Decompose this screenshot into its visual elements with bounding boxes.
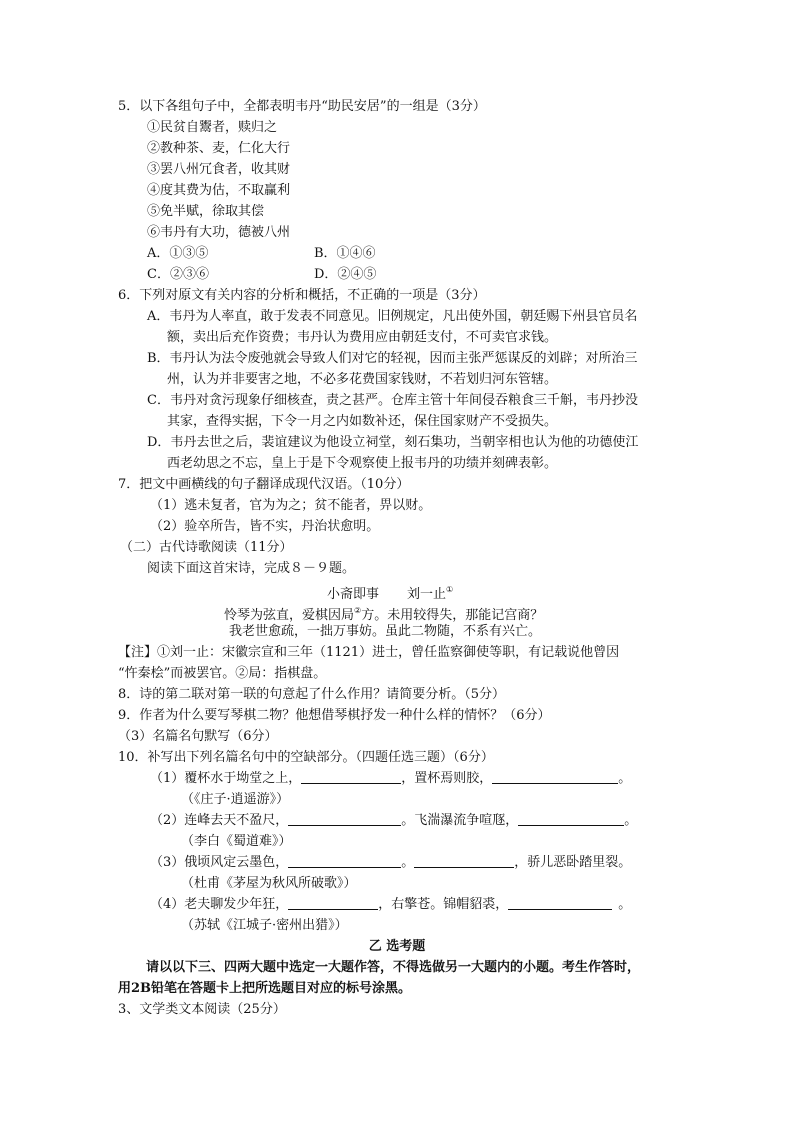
q9-stem: 9．作者为什么要写琴棋二物？他想借琴棋抒发一种什么样的情怀？（6分）	[118, 708, 551, 723]
q6-option-c: C．韦丹对贪污现象仔细核查，责之甚严。仓库主管十年间侵吞粮食三千斛，韦丹抄没	[147, 393, 638, 408]
q6-option-d: D．韦丹去世之后，裴谊建议为他设立祠堂，刻石集功，当朝宰相也认为他的功德使江	[147, 435, 639, 450]
dictation-source-1: （《庄子·逍遥游》）	[181, 792, 290, 807]
q6-option-a: A．韦丹为人率直，敢于发表不同意见。旧例规定，凡出使外国，朝廷赐下州县官员名	[147, 309, 638, 324]
q5-item: ②教种茶、麦，仁化大行	[147, 141, 291, 156]
answer-blank[interactable]	[508, 895, 612, 910]
dictation-source-3: （杜甫《茅屋为秋风所破歌》）	[181, 876, 357, 891]
dictation-source-2: （李白《蜀道难》）	[181, 834, 292, 849]
answer-blank[interactable]	[288, 811, 401, 826]
elective-heading: 乙 选考题	[368, 939, 426, 954]
dictation-heading: （3）名篇名句默写（6分）	[118, 729, 278, 744]
answer-blank[interactable]	[288, 853, 401, 868]
elective-instruction-cont: 用2B铅笔在答题卡上把所选题目对应的标号涂黑。	[118, 981, 412, 996]
dictation-item-4: （4）老夫聊发少年狂， ，右擎苍。锦帽貂裘， 。	[150, 897, 632, 912]
q6-option-b: B．韦丹认为法令废弛就会导致人们对它的轻视，因而主张严惩谋反的刘辟；对所治三	[147, 351, 638, 366]
q7-sentence-1: （1）逃未复者，官为为之；贫不能者，畀以财。	[150, 498, 432, 513]
poetry-intro: 阅读下面这首宋诗，完成８－９题。	[147, 561, 356, 576]
dictation-item-1: （1）覆杯水于坳堂之上， ，置杯焉则胶， 。	[150, 771, 632, 786]
poem-author: 刘一止	[407, 587, 447, 602]
dictation-item-3: （3）俄顷风定云墨色， 。 ，骄儿恶卧踏里裂。	[150, 855, 632, 870]
poem-line-2: 我老世愈疏，一拙万事妨。虽此二物随，不系有兴亡。	[229, 624, 542, 639]
answer-blank[interactable]	[414, 853, 514, 868]
q5-item: ⑥韦丹有大功，德被八州	[147, 225, 291, 240]
q6-option-d-cont: 西老幼思之不忘，皇上于是下令观察使上报韦丹的功绩并刻碑表彰。	[167, 456, 558, 471]
answer-blank[interactable]	[288, 895, 378, 910]
answer-blank[interactable]	[301, 769, 401, 784]
q5-item: ④度其费为估，不取赢利	[147, 183, 291, 198]
q5-item: ①民贫自鬻者，赎归之	[147, 120, 278, 135]
q5-item: ③罢八州冗食者，收其财	[147, 162, 291, 177]
q5-option-d: D．②④⑤	[314, 267, 377, 282]
elective-instruction: 请以以下三、四两大题中选定一大题作答，不得选做另一大题内的小题。考生作答时，	[146, 960, 641, 975]
footnote-mark: ①	[446, 585, 454, 594]
q7-stem: 7．把文中画横线的句子翻译成现代汉语。（10分）	[118, 477, 410, 492]
footnote-mark: ②	[354, 606, 362, 615]
poem-title: 小斋即事	[327, 587, 380, 602]
dictation-item-2: （2）连峰去天不盈尺， 。飞湍瀑流争喧豗， 。	[150, 813, 638, 828]
q5-option-b: B．①④⑥	[314, 246, 376, 261]
q7-sentence-2: （2）验卒所告，皆不实，丹治状愈明。	[150, 519, 380, 534]
q8-stem: 8．诗的第二联对第一联的句意起了什么作用？请简要分析。（5分）	[118, 687, 506, 702]
q6-option-a-cont: 额，卖出后充作资费；韦丹认为费用应由朝廷支付，不可卖官求钱。	[167, 330, 558, 345]
q5-stem: 5．以下各组句子中，全都表明韦丹“助民安居”的一组是（3分）	[118, 99, 486, 114]
poem-note-1: 【注】①刘一止：宋徽宗宣和三年（1121）进士，曾任监察御使等职，有记载说他曾因	[118, 645, 620, 660]
section-3-heading: 3、文学类文本阅读（25分）	[118, 1002, 286, 1017]
q5-item: ⑤免半赋，徐取其偿	[147, 204, 265, 219]
dictation-source-4: （苏轼《江城子·密州出猎》）	[181, 918, 348, 933]
q6-option-c-cont: 其家，查得实据，下令一月之内如数补还，保住国家财产不受损失。	[167, 414, 558, 429]
q10-stem: 10．补写出下列名篇名句中的空缺部分。（四题任选三题）（6分）	[118, 750, 494, 765]
answer-blank[interactable]	[492, 769, 618, 784]
answer-blank[interactable]	[518, 811, 624, 826]
poem-line-1: 怜琴为弦直，爱棋因局②方。未用较得失，那能记宫商？	[224, 606, 544, 623]
poetry-heading: （二）古代诗歌阅读（11分）	[120, 540, 293, 555]
q6-stem: 6．下列对原文有关内容的分析和概括，不正确的一项是（3分）	[118, 288, 486, 303]
q5-option-c: C．②③⑥	[147, 267, 209, 282]
poem-note-2: “忤秦桧”而被罢官。②局：指棋盘。	[118, 666, 327, 681]
q6-option-b-cont: 州，认为并非要害之地，不必多花费国家钱财，不若划归河东管辖。	[167, 372, 558, 387]
q5-option-a: A．①③⑤	[147, 246, 209, 261]
